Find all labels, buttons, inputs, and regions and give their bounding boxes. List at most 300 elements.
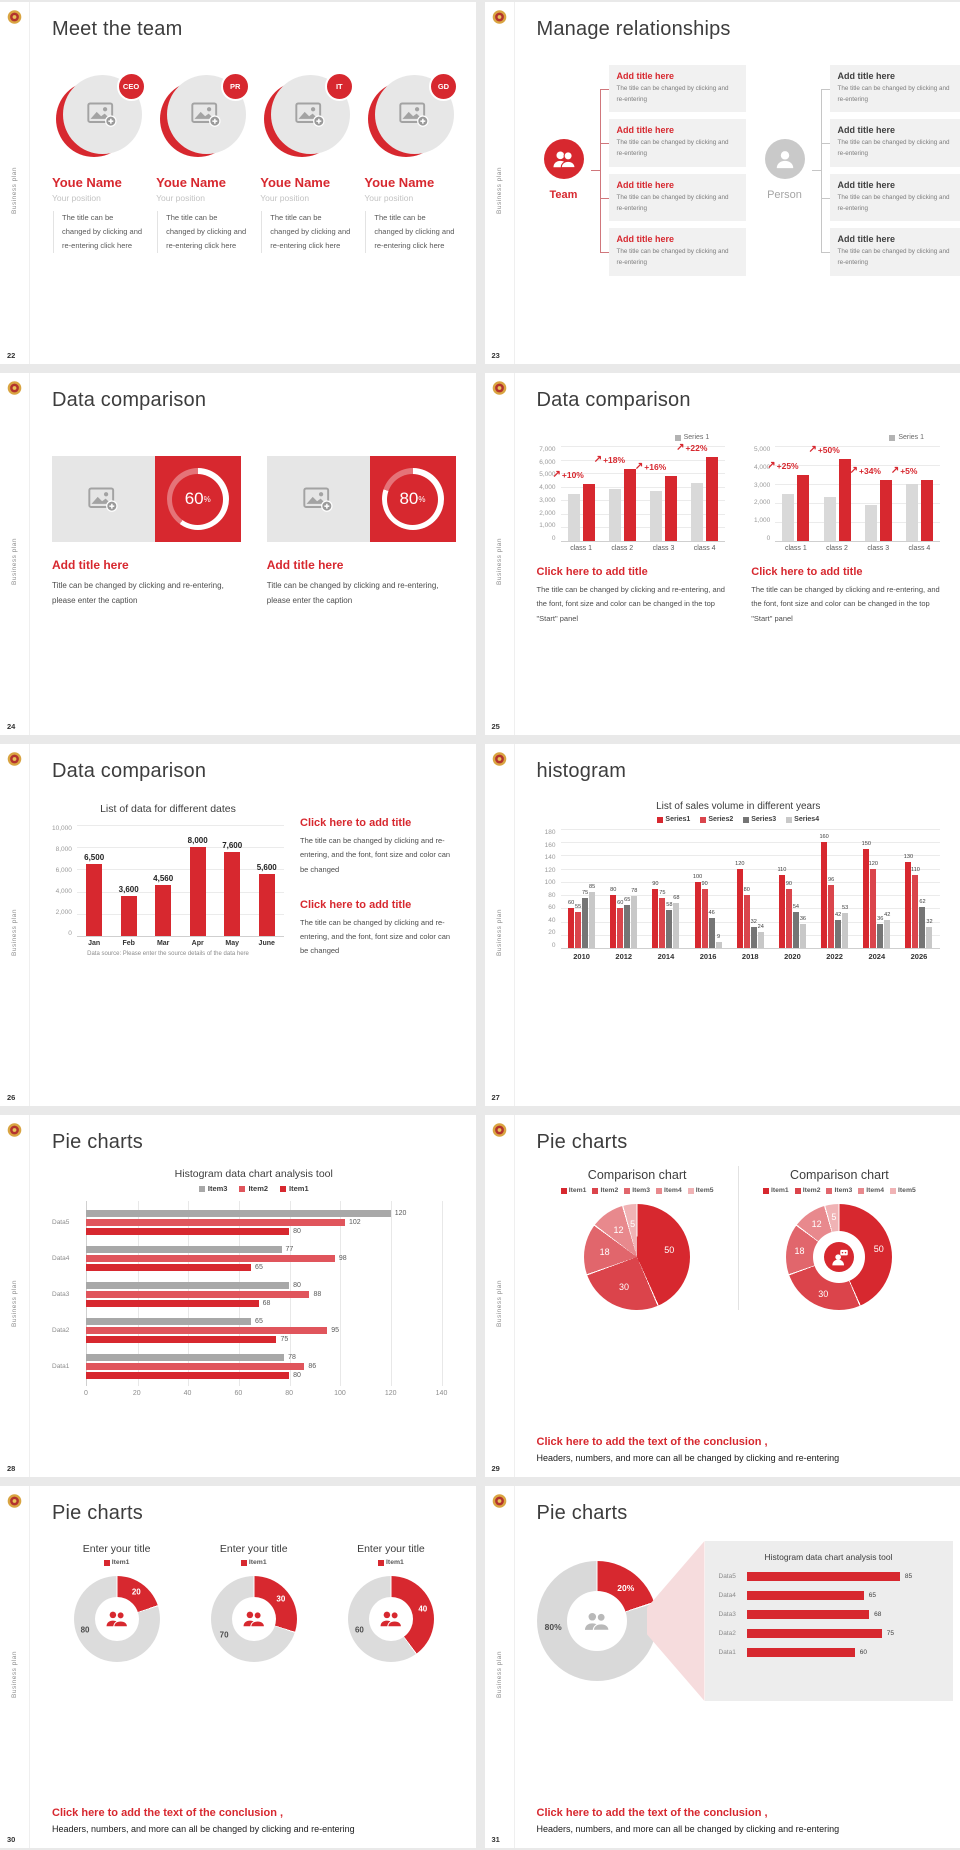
bcol (84, 825, 105, 936)
bar-chart-block (52, 803, 284, 959)
li (656, 1187, 682, 1194)
slide-26-data-comparison-chart[interactable] (0, 744, 476, 1106)
donut-chart (74, 1576, 160, 1662)
slice-label: 12 (811, 1218, 822, 1229)
element: +25% (776, 460, 799, 471)
slide-23-manage-relationships[interactable] (485, 2, 960, 364)
bar (86, 1318, 251, 1325)
slide-22-meet-the-team[interactable] (0, 2, 476, 364)
avatar (56, 75, 140, 161)
picture-placeholder-icon (87, 102, 117, 127)
bar-group (676, 441, 725, 541)
bcol (222, 825, 243, 936)
y-tick-label: 100 (544, 879, 556, 887)
bar-value-label: 54 (792, 904, 800, 911)
team-member-card (260, 75, 351, 253)
bar-value-label: 120 (868, 860, 878, 867)
bar (610, 895, 616, 948)
card-heading: Add title here (266, 558, 344, 572)
detail-panel (705, 1541, 953, 1701)
emblem-logo (492, 1122, 507, 1138)
legend-label: Item5 (898, 1187, 916, 1194)
slice-label: 20 (131, 1587, 141, 1597)
bcol (751, 829, 757, 948)
x-axis (561, 545, 726, 552)
y-tick-label: 3,000 (539, 496, 556, 504)
chart-title: List of data for different dates (100, 803, 236, 815)
bar-value-label: 78 (631, 888, 638, 895)
logo-slot (492, 1493, 507, 1514)
li (657, 816, 690, 823)
slide-27-histogram[interactable] (485, 744, 960, 1106)
x-tick-label: class 2 (611, 545, 634, 552)
element (391, 1612, 398, 1619)
slice-label: 30 (619, 1282, 630, 1293)
bar-value-label: 3,600 (118, 885, 139, 895)
bcol (906, 446, 918, 541)
group-icon (105, 1609, 129, 1629)
bar (828, 885, 834, 948)
team-node (537, 139, 591, 201)
bar (86, 1228, 289, 1235)
bcol (835, 829, 841, 948)
legend-swatch (199, 1186, 205, 1192)
picture-placeholder-icon (399, 102, 429, 127)
logo-slot (7, 1493, 22, 1514)
y-tick-label: 5,000 (539, 471, 556, 479)
panel-title: Enter your title (219, 1543, 288, 1555)
emblem-logo (7, 380, 22, 396)
hbars (86, 1316, 442, 1345)
trio (52, 1543, 456, 1662)
element: +50% (817, 445, 840, 456)
s26-row (52, 803, 456, 959)
element (109, 1612, 116, 1619)
bar (747, 1629, 882, 1638)
donut-center (786, 1204, 892, 1310)
strip (0, 1486, 30, 1848)
growth-arrow-icon: ↗ (676, 441, 685, 453)
slide-30-donut-charts[interactable] (0, 1486, 476, 1848)
y-tick-label: 8,000 (55, 846, 72, 853)
bcol (737, 829, 743, 948)
bar-value-label: 68 (673, 895, 680, 902)
element (117, 1612, 124, 1619)
pie-legend (561, 1187, 714, 1194)
legend-swatch (104, 1560, 110, 1566)
x-tick-label: class 3 (652, 545, 675, 552)
legend-swatch (239, 1186, 245, 1192)
bar-group (645, 829, 687, 948)
bar (155, 885, 171, 936)
pie-title: Comparison chart (790, 1168, 889, 1182)
detail-bar-row (719, 1629, 939, 1638)
team-group-icon (552, 148, 576, 170)
relationship-item (609, 119, 746, 166)
bcol (828, 829, 834, 948)
legend-label: Item1 (386, 1559, 404, 1566)
image-placeholder (267, 456, 370, 542)
y-tick-label: 20 (548, 929, 556, 937)
li (592, 1187, 618, 1194)
bar-value-label: 77 (285, 1246, 294, 1253)
category-label: Data1 (52, 1363, 70, 1370)
caption-title: Click here to add title (300, 898, 412, 911)
captions-column (300, 803, 456, 959)
bcol (716, 829, 722, 948)
page-number: 23 (491, 350, 500, 360)
bar-value-label: 98 (338, 1255, 347, 1262)
bar-value-label: 120 (735, 860, 745, 867)
bar-value-label: 58 (666, 901, 673, 908)
x-tick-label: Jan (88, 940, 101, 947)
sidebar-vertical-label: Business plan (495, 538, 503, 585)
bar (86, 1255, 335, 1262)
bar-value-label: 4,560 (153, 874, 174, 884)
y-tick-label: 3,000 (753, 481, 771, 489)
hbars (86, 1280, 442, 1309)
slice-label: 30 (818, 1288, 829, 1299)
comparison-cards (52, 456, 456, 608)
caption-body: The title can be changed by clicking and re-entering, and the font, font size and color can be changed (300, 917, 451, 956)
y-tick-label: 0 (766, 534, 771, 542)
growth-arrow-icon: ↗ (552, 469, 561, 480)
legend-swatch (858, 1188, 864, 1194)
bar (905, 862, 911, 948)
role-badge: CEO (117, 72, 146, 101)
chart-legend (52, 1184, 456, 1193)
emblem-logo (7, 9, 22, 25)
y-axis (537, 829, 561, 949)
bcol (624, 829, 630, 948)
slide-25-data-comparison-charts[interactable] (485, 373, 960, 735)
bar (659, 898, 665, 948)
person-node-circle (765, 139, 805, 179)
element (111, 503, 113, 508)
growth-arrow-icon: ↗ (593, 454, 603, 466)
detail-bar-row (719, 1648, 939, 1657)
item-title: Add title here (616, 179, 675, 190)
bar-value-label: 100 (692, 873, 703, 880)
slide-title: Data comparison (52, 389, 207, 411)
element (842, 1252, 844, 1254)
x-tick-label: 20 (132, 1390, 141, 1397)
donut-chart (348, 1576, 434, 1662)
legend-label: Series 1 (683, 434, 710, 441)
hline (86, 1246, 442, 1253)
x-tick-label: class 4 (693, 545, 716, 552)
legend-swatch (890, 1188, 896, 1194)
content (515, 1486, 960, 1848)
avatar (160, 75, 244, 161)
avatar (368, 75, 452, 161)
content (515, 373, 960, 735)
y-tick-label: 80 (548, 891, 556, 899)
x-tick-label: class 1 (784, 545, 807, 552)
element (318, 119, 320, 124)
bar-value-label: 75 (886, 1630, 895, 1637)
sidebar-vertical-label: Business plan (11, 538, 18, 585)
relationship-item (830, 228, 960, 275)
strip (485, 373, 515, 735)
slide-title: Pie charts (52, 1502, 143, 1524)
detail-bar-row (719, 1572, 939, 1581)
item-body: The title can be changed by clicking and re-entering (616, 248, 729, 266)
item-body: The title can be changed by clicking and re-entering (837, 193, 950, 212)
element (110, 119, 112, 124)
group-icon (583, 1610, 611, 1633)
bcol (568, 829, 574, 948)
element (556, 152, 564, 160)
bar-value-label: 46 (708, 909, 715, 916)
slide-title: Pie charts (536, 1131, 628, 1153)
element: +18% (603, 455, 626, 466)
element (103, 107, 107, 111)
vmain (77, 825, 284, 947)
grouped-bar-chart (751, 446, 940, 552)
gauge-in (387, 474, 438, 525)
item-body: The title can be changed by clicking and re-entering (616, 85, 729, 103)
bcol (568, 446, 580, 541)
bar (259, 874, 275, 936)
bar-value-label: 42 (884, 912, 891, 919)
slide-29-pie-charts[interactable] (485, 1115, 960, 1477)
bar-value-label: 42 (834, 912, 842, 919)
caption-title: Click here to add title (300, 817, 412, 829)
bar-value-label: 90 (652, 880, 659, 887)
bcol (793, 829, 799, 948)
y-tick-label: 160 (544, 841, 556, 849)
legend-label: Series4 (794, 816, 820, 823)
bar (706, 457, 718, 541)
bar (86, 1354, 284, 1361)
bar-group (52, 1280, 442, 1309)
emblem-logo-slot (7, 9, 22, 30)
bcol (865, 446, 877, 541)
x-tick-label: 0 (84, 1390, 88, 1397)
bcol (744, 829, 750, 948)
bar (737, 869, 743, 948)
bar-value-label: 90 (785, 880, 793, 887)
bar-value-label: 75 (280, 1336, 289, 1343)
emblem-logo (492, 751, 507, 767)
pie-title: Comparison chart (587, 1168, 687, 1182)
donut-center (74, 1576, 160, 1662)
y-tick-label: 1,000 (539, 522, 556, 530)
relationship-item (830, 65, 960, 112)
bar-group (808, 444, 857, 541)
hbars (86, 1244, 442, 1273)
element (845, 1252, 847, 1254)
strip (485, 744, 515, 1106)
emblem-logo (492, 1493, 507, 1509)
percent-unit: % (418, 494, 426, 504)
groups (77, 825, 284, 936)
hline (86, 1363, 442, 1370)
growth-label (553, 469, 584, 480)
element (207, 107, 211, 111)
item-title: Add title here (616, 234, 675, 245)
content (30, 1115, 476, 1477)
bcol (709, 829, 715, 948)
chart-legend (537, 816, 941, 823)
bar (877, 924, 883, 948)
relationship-item (609, 65, 746, 112)
logo-slot (492, 751, 507, 772)
bcol (652, 829, 658, 948)
bar-value-label: 65 (624, 897, 631, 904)
y-tick-label: 10,000 (52, 825, 72, 832)
s31-row (537, 1541, 953, 1701)
x-tick-label: 2016 (699, 952, 717, 961)
bar (665, 476, 677, 541)
slide-28-horizontal-bars[interactable] (0, 1115, 476, 1477)
bar (779, 875, 785, 948)
logo-slot (492, 9, 507, 30)
person-branches (821, 65, 960, 276)
content (515, 1115, 960, 1477)
bar (609, 489, 621, 541)
legend-swatch (688, 1188, 694, 1194)
bar (86, 1246, 282, 1253)
team-member-card (52, 75, 143, 253)
member-position: Your position (364, 193, 414, 203)
bar (575, 912, 581, 948)
growth-label (635, 461, 666, 472)
bar-value-label: 8,000 (187, 836, 208, 846)
page-number: 26 (7, 1092, 16, 1102)
bar (865, 505, 877, 541)
li (795, 1187, 821, 1194)
slide-31-donut-with-detail[interactable] (485, 1486, 960, 1848)
slide-24-data-comparison[interactable] (0, 373, 476, 735)
x-tick-label: class 3 (867, 545, 890, 552)
member-name: Youe Name (260, 175, 331, 190)
bar-group (52, 1244, 442, 1273)
group-icon (379, 1609, 403, 1629)
element (104, 492, 108, 496)
pie-chart (584, 1204, 690, 1310)
bar (906, 484, 918, 541)
bcol (673, 829, 679, 948)
legend-label: Series2 (708, 816, 734, 823)
bar-chart (52, 825, 284, 947)
donut-center (348, 1576, 434, 1662)
y-tick-label: 6,000 (55, 867, 72, 874)
slice-label: 12 (613, 1224, 624, 1235)
comparison-card (267, 456, 456, 608)
bar-group (767, 446, 816, 541)
bar-value-label: 85 (904, 1573, 913, 1580)
bcol (824, 446, 836, 541)
item-title: Add title here (837, 179, 896, 190)
pie-legend (763, 1187, 916, 1194)
picture-placeholder-icon (191, 102, 221, 127)
strip (485, 1486, 515, 1848)
y-tick-label: 7,000 (539, 446, 556, 453)
element (388, 1621, 402, 1627)
item-body: The title can be changed by clicking and re-entering (837, 85, 950, 103)
legend-swatch (592, 1188, 598, 1194)
page-number: 27 (491, 1092, 500, 1102)
growth-label (850, 465, 881, 476)
bar-group (634, 446, 684, 541)
bar-group (856, 829, 898, 948)
slide-title: Pie charts (536, 1502, 628, 1524)
element (597, 1613, 605, 1621)
bar-group (52, 1352, 442, 1381)
bcol (589, 829, 595, 948)
element: +34% (859, 466, 881, 477)
y-tick-label: 0 (551, 941, 556, 949)
bar-value-label: 102 (349, 1219, 361, 1226)
li (890, 1187, 916, 1194)
legend-swatch (561, 1188, 567, 1194)
bar-group (603, 829, 645, 948)
bcol (877, 829, 883, 948)
group-icon (242, 1609, 266, 1629)
bcol (706, 446, 718, 541)
conclusion-title: Click here to add the text of the conclusion , (536, 1436, 768, 1448)
content (30, 373, 476, 735)
pie-panel (537, 1166, 738, 1310)
hline (86, 1318, 442, 1325)
x-axis (84, 1388, 448, 1399)
growth-label (594, 454, 625, 465)
bar-value-label: 80 (293, 1228, 301, 1235)
bar-value-label: 120 (394, 1210, 407, 1217)
vmain (561, 829, 941, 961)
y-tick-label: 5,000 (753, 446, 771, 453)
bar-group (561, 829, 603, 948)
bar (86, 1210, 391, 1217)
bar (568, 494, 580, 542)
item-title: Add title here (616, 71, 675, 81)
bar (86, 864, 102, 936)
x-tick-label: 100 (334, 1390, 346, 1397)
element (326, 503, 328, 508)
bar-value-label: 32 (926, 918, 933, 925)
donut-panel (326, 1543, 455, 1662)
plot-area (767, 444, 940, 542)
slide-sidebar (0, 2, 30, 364)
page-number: 29 (491, 1463, 500, 1473)
bar (921, 480, 933, 541)
bar-value-label: 88 (313, 1291, 322, 1298)
bcol (912, 829, 918, 948)
element (13, 757, 17, 761)
bar-value-label: 53 (841, 904, 849, 911)
bar-value-label: 24 (757, 924, 764, 931)
element (113, 1621, 127, 1627)
member-position: Your position (52, 193, 101, 203)
bcol (659, 829, 665, 948)
bar-value-label: 60 (859, 1649, 867, 1656)
member-position: Your position (260, 193, 310, 203)
element (423, 119, 425, 124)
x-tick-label: 2018 (741, 952, 759, 961)
x-tick-label: 2012 (615, 952, 633, 961)
panel-legend (378, 1559, 404, 1566)
y-tick-label: 2,000 (539, 509, 556, 517)
hline (86, 1354, 442, 1361)
bar-group (249, 825, 284, 936)
bar (747, 1610, 870, 1619)
comparison-card (52, 456, 241, 608)
legend-swatch (241, 1560, 247, 1566)
member-description: The title can be changed by clicking and re-entering click here (157, 211, 247, 253)
bar (86, 1363, 304, 1370)
